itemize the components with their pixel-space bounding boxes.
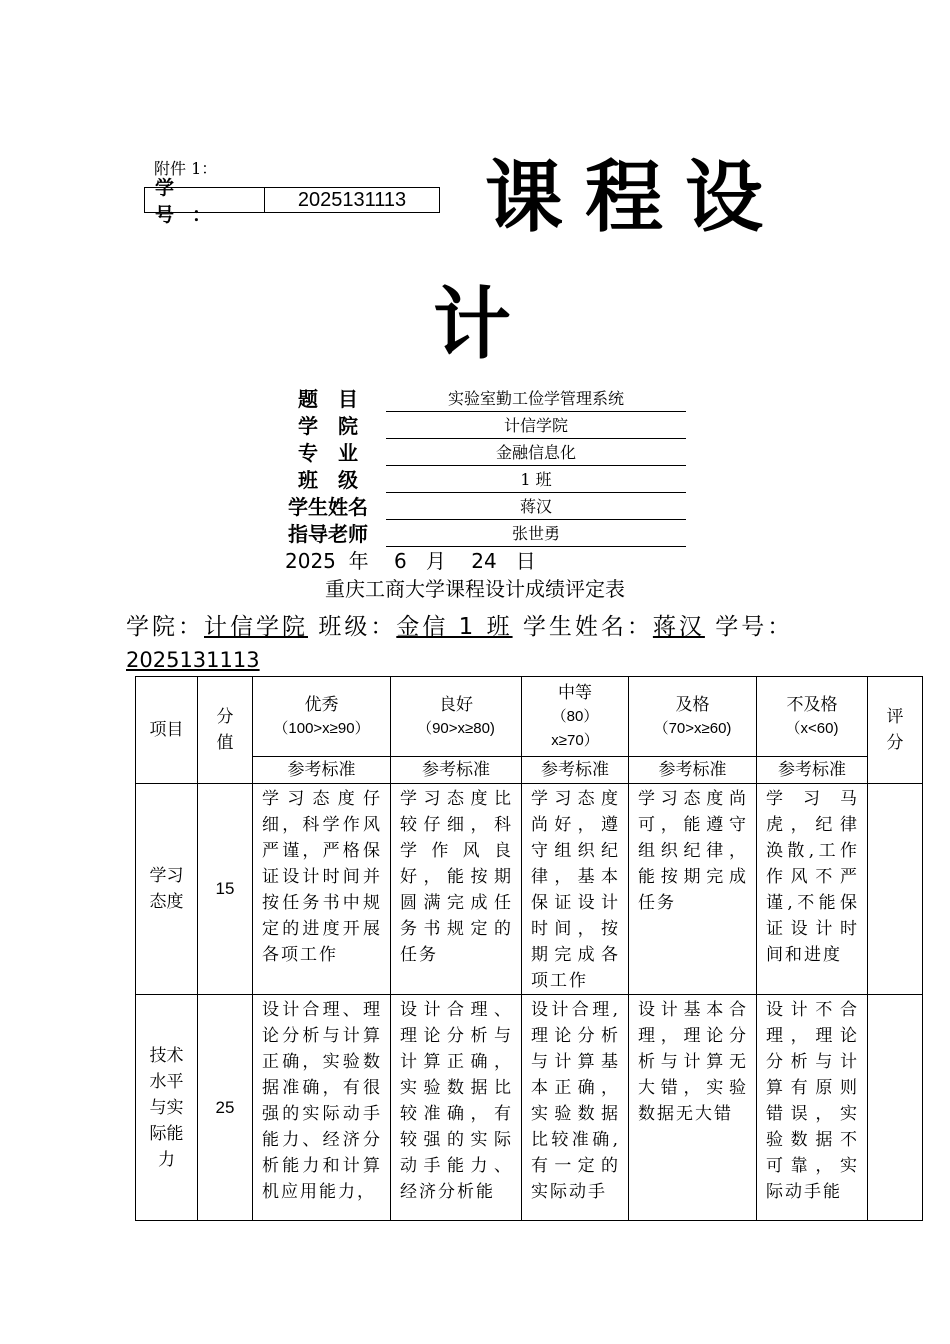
info-row-major [280, 439, 686, 466]
info-value: 蒋汉 [386, 494, 686, 520]
info-label: 学 院 [298, 414, 358, 438]
info-value: 计信学院 [386, 413, 686, 439]
info-value: 实验室勤工俭学管理系统 [386, 386, 686, 412]
info-value: 金融信息化 [386, 440, 686, 466]
row-score: 15 [198, 784, 253, 995]
info-label: 班 级 [298, 468, 358, 492]
main-title-line1: 课程设 [485, 153, 786, 243]
info-row-class [280, 466, 686, 493]
header-good-name: 良好 [439, 694, 473, 715]
reference-label: 参考标准 [253, 757, 391, 784]
info-row-advisor [280, 520, 686, 547]
header-pass-range: （70>x≥60) [653, 719, 732, 737]
criteria-good: 学习态度比较仔细，科学作风良好，能按期圆满完成任务书规定的任务 [391, 784, 522, 995]
header-excellent [253, 677, 391, 757]
college-value: 计信学院 [204, 614, 308, 640]
reference-label: 参考标准 [391, 757, 522, 784]
criteria-fail: 设计不合理，理论分析与计算有原则错误，实验数据不可靠，实际动手能 [757, 995, 868, 1221]
header-good-range: （90>x≥80) [417, 719, 495, 737]
info-label: 学生姓名 [288, 495, 368, 519]
attachment-label: 附件 1： [154, 159, 218, 178]
date-line: 2025 年 6 月 24 日 [285, 549, 536, 573]
header-medium-name: 中等 [558, 682, 592, 703]
header-fail-range: （x<60) [785, 719, 839, 737]
criteria-good: 设计合理、理论分析与计算正确，实验数据比较准确，有较强的实际动手能力、经济分析能 [391, 995, 522, 1221]
college-label: 学院： [126, 614, 204, 640]
reference-label: 参考标准 [629, 757, 757, 784]
student-id-value: 2025131113 [297, 188, 407, 211]
header-fail [757, 677, 868, 757]
grading-table [135, 676, 923, 1221]
header-pass [629, 677, 757, 757]
header-excellent-name: 优秀 [304, 694, 339, 715]
info-label: 指导老师 [288, 522, 368, 546]
row-grade [868, 995, 923, 1221]
criteria-excellent: 设计合理、理论分析与计算正确，实验数据准确，有很强的实际动手能力、经济分析能力和计算机应用能力， [253, 995, 391, 1221]
header-medium [522, 677, 629, 757]
student-info-line [126, 608, 793, 641]
row-score: 25 [198, 995, 253, 1221]
info-row-topic [280, 385, 686, 412]
criteria-fail: 学习马虎，纪律涣散,工作作风不严谨,不能保证设计时间和进度 [757, 784, 868, 995]
student-id-underlined: 2025131113 [126, 648, 260, 672]
header-score: 分值 [198, 677, 253, 784]
criteria-medium: 学习态度尚好，遵守组织纪律，基本保证设计时间，按期完成各项工作 [522, 784, 629, 995]
info-row-student-name [280, 493, 686, 520]
header-good [391, 677, 522, 757]
criteria-excellent: 学习态度仔细，科学作风严谨，严格保证设计时间并按任务书中规定的进度开展各项工作 [253, 784, 391, 995]
form-title: 重庆工商大学课程设计成绩评定表 [325, 577, 625, 601]
class-label: 班级： [318, 614, 397, 640]
student-id-box [144, 177, 440, 226]
info-label: 题 目 [298, 387, 358, 411]
header-fail-name: 不及格 [786, 694, 838, 715]
criteria-medium: 设计合理,理论分析与计算基本正确，实验数据比较准确,有一定的实际动手 [522, 995, 629, 1221]
header-pass-name: 及格 [675, 694, 710, 715]
main-title-line2: 计 [433, 280, 512, 370]
info-row-college [280, 412, 686, 439]
reference-label: 参考标准 [757, 757, 868, 784]
class-value: 金信 1 班 [396, 614, 513, 640]
student-id-label: 学 号： [145, 188, 265, 212]
header-grade: 评分 [868, 677, 923, 784]
criteria-pass: 设计基本合理，理论分析与计算无大错，实验数据无大错 [629, 995, 757, 1221]
name-label: 学生姓名： [522, 614, 653, 640]
info-value: 1 班 [386, 467, 686, 493]
reference-label: 参考标准 [522, 757, 629, 784]
header-medium-range: （80）x≥70） [551, 707, 599, 749]
name-value: 蒋汉 [652, 614, 705, 640]
row-grade [868, 784, 923, 995]
row-item: 技术水平与实际能力 [136, 995, 198, 1221]
header-excellent-range: （100>x≥90） [273, 719, 370, 737]
criteria-pass: 学习态度尚可，能遵守组织纪律，能按期完成任务 [629, 784, 757, 995]
header-item: 项目 [136, 677, 198, 784]
row-item: 学习态度 [136, 784, 198, 995]
info-value: 张世勇 [386, 521, 686, 547]
info-label: 专 业 [298, 441, 358, 465]
id-label: 学号： [715, 614, 794, 640]
